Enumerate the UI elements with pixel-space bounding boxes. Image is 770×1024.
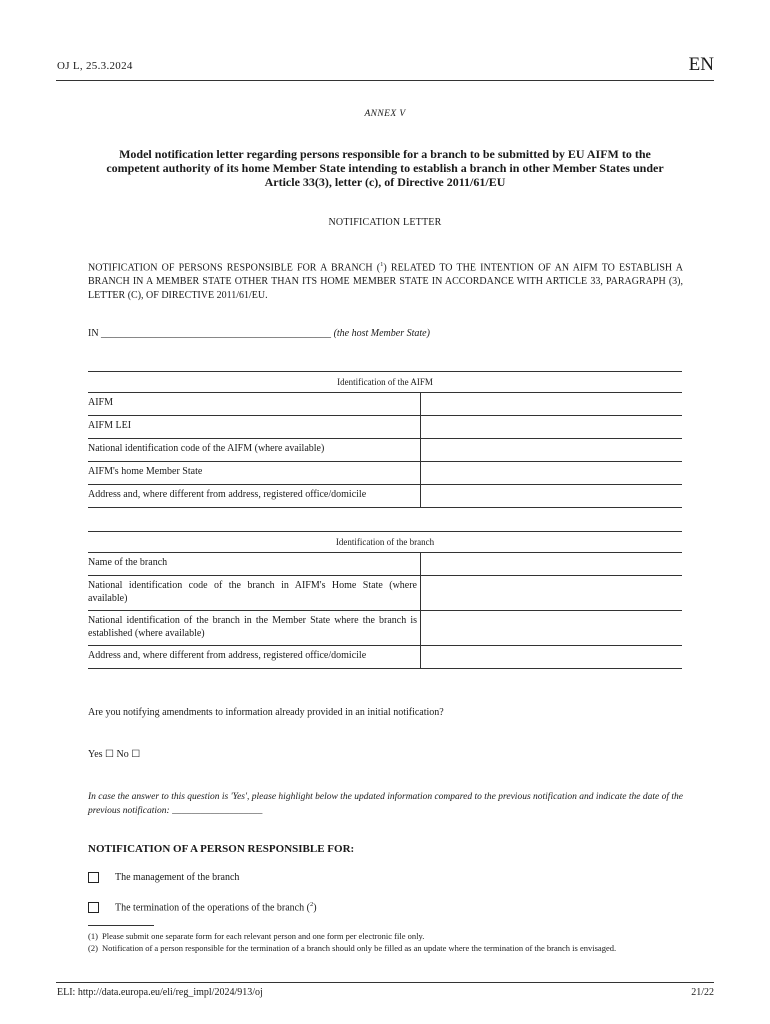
table-row: [88, 416, 682, 439]
row-label: Name of the branch: [88, 553, 421, 575]
footnote-text: Please submit one separate form for each relevant person and one form per electronic file only.: [102, 931, 425, 941]
header-divider: [56, 80, 714, 81]
row-value-cell[interactable]: [421, 646, 682, 668]
row-label: AIFM LEI: [88, 416, 421, 438]
row-value-cell[interactable]: [421, 393, 682, 415]
language-code: EN: [688, 54, 714, 75]
footnote-ref-1[interactable]: 1: [380, 261, 384, 268]
row-value-cell[interactable]: [421, 576, 682, 610]
intro-text-start: NOTIFICATION OF PERSONS RESPONSIBLE FOR A BRANCH (: [88, 262, 381, 274]
aifm-table-heading: Identification of the AIFM: [88, 371, 682, 393]
branch-identification-table: [88, 531, 682, 669]
checkbox-icon[interactable]: [88, 872, 99, 883]
footer-divider: [56, 982, 714, 983]
aifm-identification-table: [88, 371, 682, 508]
table-row: [88, 439, 682, 462]
footnote-divider: [88, 925, 154, 926]
option-management-label: The management of the branch: [115, 872, 240, 883]
eli-link[interactable]: ELI: http://data.europa.eu/eli/reg_impl/2024/913/oj: [57, 987, 263, 998]
row-value-cell[interactable]: [421, 416, 682, 438]
footnote-ref-2[interactable]: 2: [309, 901, 314, 908]
notification-letter-label: NOTIFICATION LETTER: [328, 217, 442, 228]
amendment-question: Are you notifying amendments to information already provided in an initial notification?: [88, 707, 444, 718]
row-label: National identification code of the branch in AIFM's Home State (where available): [88, 576, 421, 610]
row-label: National identification code of the AIFM (where available): [88, 439, 421, 461]
option-termination-text: The termination of the operations of the branch (: [115, 902, 310, 914]
yes-no-checkboxes[interactable]: Yes ☐ No ☐: [88, 749, 141, 760]
footnote-item: [88, 943, 683, 954]
row-value-cell[interactable]: [421, 553, 682, 575]
row-value-cell[interactable]: [421, 439, 682, 461]
option-termination-label: [115, 901, 317, 913]
footnote-item: [88, 931, 683, 942]
host-suffix: (the host Member State): [333, 328, 430, 339]
document-title: Model notification letter regarding persons responsible for a branch to be submitted by EU AIFM to the competent authority of its home Member State intending to establish a branch in other Member States under Article 33(3), letter (c), of Directive 2011/61/EU: [106, 147, 664, 189]
option-management[interactable]: [88, 872, 239, 883]
page-number: 21/22: [691, 987, 714, 998]
table-row: [88, 646, 682, 669]
footnote-text: Notification of a person responsible for the termination of a branch should only be filled as an update where the termination of the branch is envisaged.: [102, 943, 617, 953]
row-value-cell[interactable]: [421, 485, 682, 507]
table-row: [88, 393, 682, 416]
row-label: National identification of the branch in the Member State where the branch is established (where available): [88, 611, 421, 645]
intro-text-end: ) RELATED TO THE INTENTION OF AN AIFM TO ESTABLISH A BRANCH IN A MEMBER STATE OTHER THAN ITS HOME MEMBER STATE IN ACCORDANCE WITH ARTICLE 33, PARAGRAPH (3), LETTER (C), OF DIRECTIVE 2011/61/EU.: [88, 262, 683, 302]
branch-table-heading: Identification of the branch: [88, 531, 682, 553]
table-row: [88, 553, 682, 576]
table-row: [88, 462, 682, 485]
option-termination[interactable]: [88, 901, 317, 913]
person-responsible-heading: NOTIFICATION OF A PERSON RESPONSIBLE FOR:: [88, 843, 355, 855]
row-label: Address and, where different from address, registered office/domicile: [88, 485, 421, 507]
row-value-cell[interactable]: [421, 462, 682, 484]
annex-label: ANNEX V: [364, 109, 406, 119]
table-row: [88, 576, 682, 611]
checkbox-icon[interactable]: [88, 902, 99, 913]
table-row: [88, 485, 682, 508]
row-value-cell[interactable]: [421, 611, 682, 645]
journal-reference: OJ L, 25.3.2024: [57, 60, 133, 72]
intro-paragraph: [88, 258, 683, 303]
footnote-mark: (1): [88, 931, 98, 941]
row-label: AIFM: [88, 393, 421, 415]
row-label: Address and, where different from address, registered office/domicile: [88, 646, 421, 668]
option-termination-close: ): [313, 902, 317, 914]
host-member-state-line: [88, 328, 430, 339]
table-row: [88, 611, 682, 646]
host-prefix-blank: IN ______________________________________________: [88, 328, 332, 339]
row-label: AIFM's home Member State: [88, 462, 421, 484]
footnote-mark: (2): [88, 943, 98, 953]
footnotes: [88, 931, 683, 955]
in-case-instruction: In case the answer to this question is 'Yes', please highlight below the updated information compared to the previous notification and indicate the date of the previous notification: ___________________: [88, 792, 683, 816]
